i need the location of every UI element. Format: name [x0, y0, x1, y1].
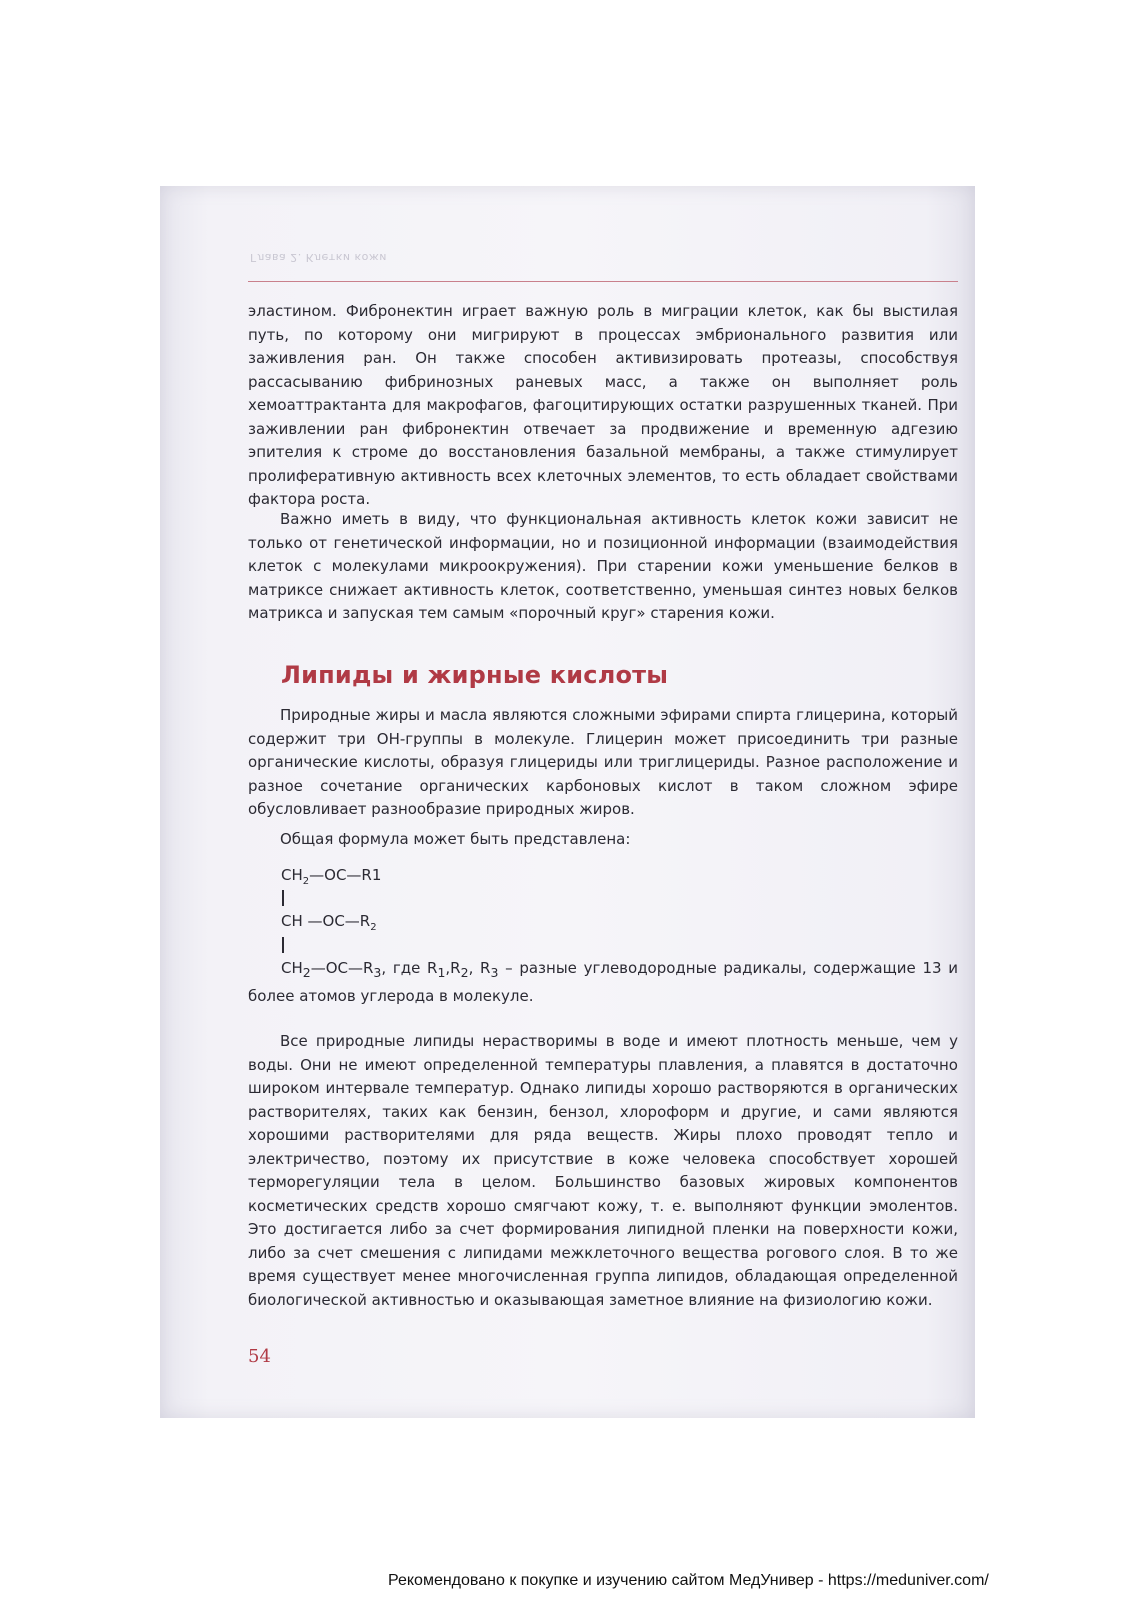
paragraph-positional-information-text: Важно иметь в виду, что функциональная активность клеток кожи зависит не только от генетической информации, но и позиционной информации (взаимодействия клеток с молекулами микроокружения). При старении кожи уменьшение белков в матриксе снижает активность клеток, соответственно, уменьшая синтез новых белков матрикса и запуская тем самым «порочный круг» старения кожи. — [248, 510, 958, 622]
section-title: Липиды и жирные кислоты — [281, 661, 669, 689]
formula-line-3: $CH_2—OC—R_3$, где $R_1,R_2$, $R_3$ – разные углеводородные радикалы, содержащие — [281, 959, 916, 980]
formula-bond-1 — [282, 890, 284, 906]
formula-line-2: CH $—OC—R_2$ — [281, 912, 377, 933]
paragraph-formula-intro — [248, 828, 958, 852]
formula-legend-rest: 13 и более атомов углерода в молекуле. — [248, 959, 958, 1005]
formula-line-1: $CH_2—OC—R1$ — [281, 866, 382, 887]
paragraph-fibronectin: эластином. Фибронектин играет важную роль в миграции клеток, как бы выстилая путь, по которому они мигрируют в процессах эмбрионального развития или заживления ран. Он также способен активизировать протеазы, способствуя рассасыванию фибринозных раневых масс, а также он выполняет роль хемоаттрактанта для макрофагов, фагоцитирующих остатки разрушенных тканей. При заживлении ран фибронектин отвечает за продвижение и временную адгезию эпителия к строме до восстановления базальной мембраны, а также стимулирует пролиферативную активность всех клеточных элементов, то есть обладает свойствами фактора роста. — [248, 302, 958, 508]
paragraph-natural-fats — [248, 704, 958, 822]
paragraph-lipid-properties-text: Все природные липиды нерастворимы в воде и имеют плотность меньше, чем у воды. Они не имеют определенной температуры плавления, а плавятся в достаточно широком интервале температур. Однако липиды хорошо растворяются в органических растворителях, таких как бензин, бензол, хлороформ и другие, и сами являются хорошими растворителями для ряда веществ. Жиры плохо проводят тепло и электричество, поэтому их присутствие в коже человека способствует хорошей терморегуляции тела в целом. Большинство базовых жировых компонентов косметических средств хорошо смягчают кожу, т. е. выполняют функции эмолентов. Это достигается либо за счет формирования липидной пленки на поверхности кожи, либо за счет смешения с липидами межклеточного вещества рогового слоя. В то же время существует менее многочисленная группа липидов, обладающая определенной биологической активностью и оказывающая заметное влияние на физиологию кожи. — [248, 1032, 958, 1309]
footer-recommendation: Рекомендовано к покупке и изучению сайтом МедУнивер - https://meduniver.com/ — [388, 1572, 989, 1589]
paragraph-lipid-properties — [248, 1030, 958, 1312]
header-rule — [248, 281, 958, 282]
paragraph-positional-information — [248, 508, 958, 626]
formula-bond-2 — [282, 937, 284, 953]
page-number: 54 — [248, 1346, 271, 1367]
paragraph-formula-intro-text: Общая формула может быть представлена: — [280, 830, 631, 848]
paragraph-natural-fats-text: Природные жиры и масла являются сложными эфирами спирта глицерина, который содержит три ОН-группы в молекуле. Глицерин может присоединить три разные органические кислоты, образуя глицериды или триглицериды. Разное расположение и разное сочетание органических карбоновых кислот в таком сложном эфире обусловливает разнообразие природных жиров. — [248, 706, 958, 818]
paragraph-formula-legend — [248, 957, 958, 1008]
running-head: Глава 2. Клетки кожи — [250, 251, 387, 264]
